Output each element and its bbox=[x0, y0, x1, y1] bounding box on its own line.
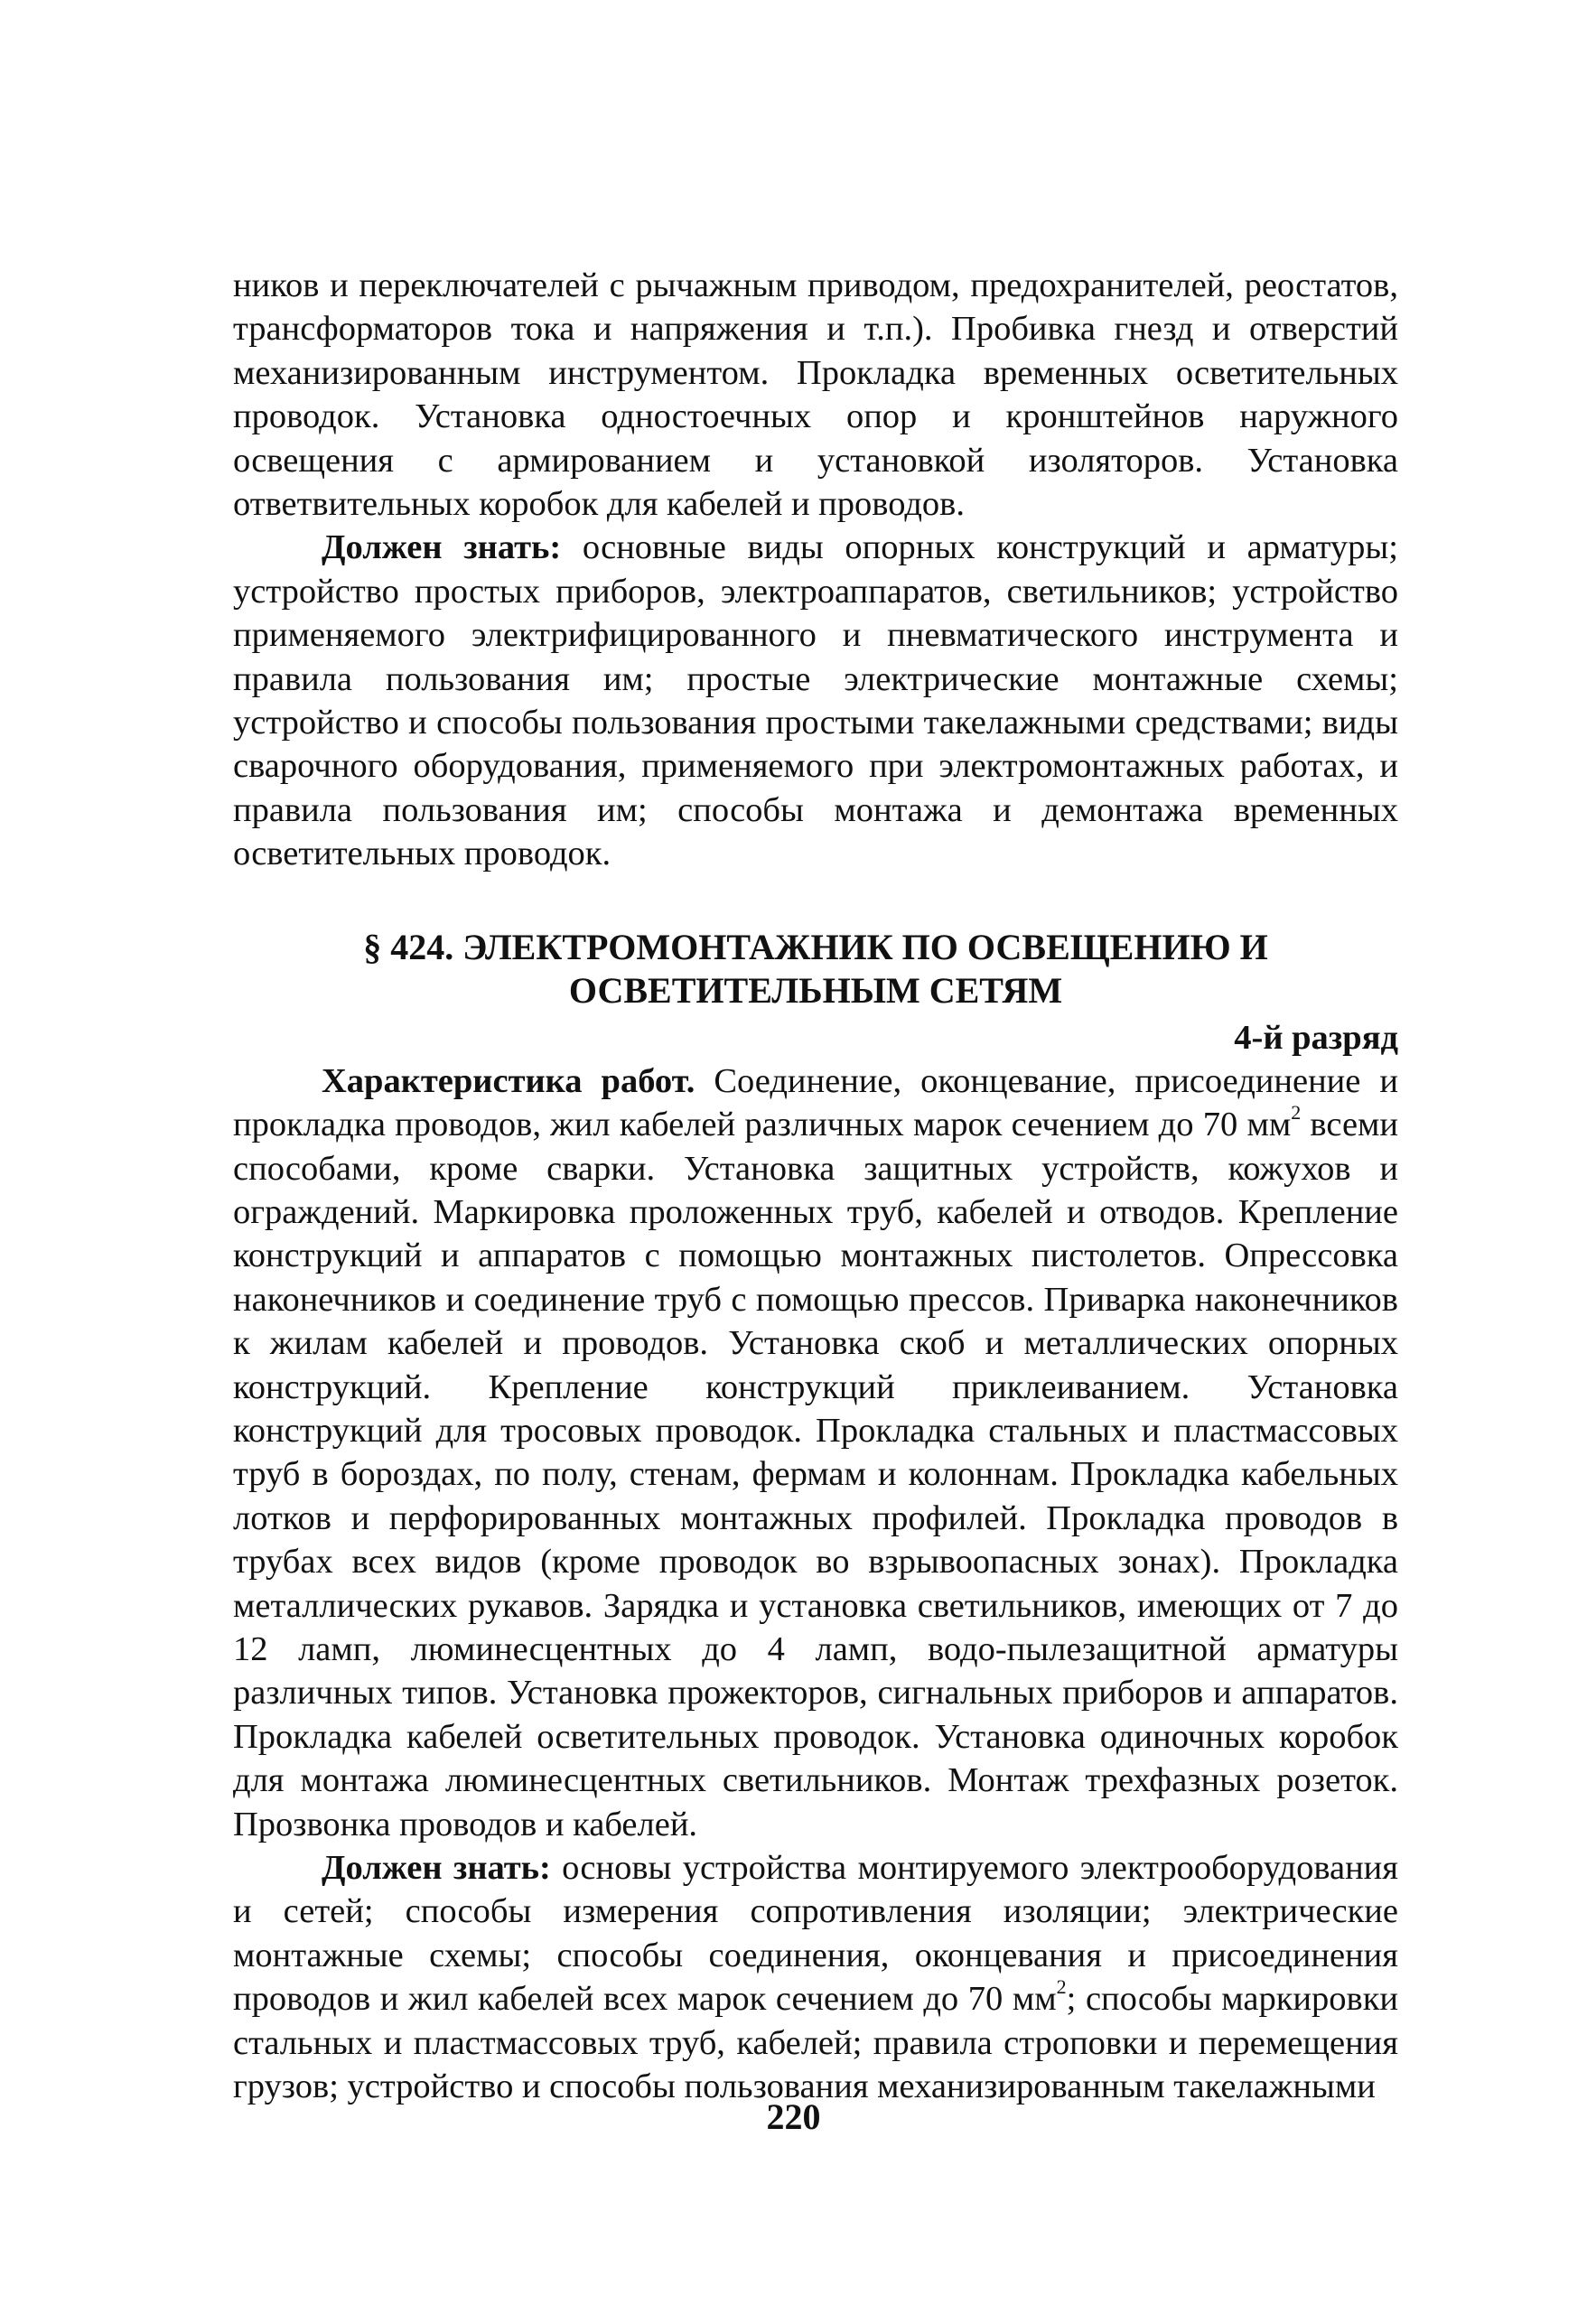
page-body bbox=[233, 264, 1398, 2108]
paragraph-continuation bbox=[233, 264, 1398, 526]
paragraph-lead: Должен знать: bbox=[322, 528, 562, 567]
paragraph-lead: Характеристика работ. bbox=[322, 1061, 695, 1100]
grade-label: 4-й разряд bbox=[1234, 1018, 1398, 1057]
section-title bbox=[233, 926, 1398, 1013]
superscript: 2 bbox=[1056, 1975, 1067, 1999]
section-title-line-1: § 424. ЭЛЕКТРОМОНТАЖНИК ПО ОСВЕЩЕНИЮ И bbox=[363, 926, 1268, 967]
paragraph-lead: Должен знать: bbox=[322, 1849, 551, 1887]
paragraph-text: Соединение, оконцевание, присоединение и прокладка проводов, жил кабелей различных марок сечением до 70 мм bbox=[233, 1061, 1398, 1144]
paragraph-text: ; способы маркировки стальных и пластмассовых труб, кабелей; правила строповки и перемещения грузов; устройство и способы пользования механизированным такелажными bbox=[233, 1980, 1399, 2106]
paragraph-text: ников и переключателей с рычажным приводом, предохранителей, реостатов, трансформаторов тока и напряжения и т.п.). Пробивка гнезд и отверстий механизированным инструментом. Прокладка временных осветительных проводок. Установка одностоечных опор и кронштейнов наружного освещения с армированием и установкой изоляторов. Установка ответвительных коробок для кабелей и проводов. bbox=[233, 266, 1398, 524]
paragraph-text: основы устройства монтируемого электрооборудования и сетей; способы измерения сопротивления изоляции; электрические монтажные схемы; способы соединения, оконцевания и присоединения проводов и жил кабелей всех марок сечением до 70 мм bbox=[233, 1849, 1398, 2019]
superscript: 2 bbox=[1291, 1101, 1302, 1125]
page-number: 220 bbox=[766, 2096, 821, 2137]
paragraph-requirements bbox=[233, 1846, 1398, 2108]
paragraph-text: основные виды опорных конструкций и арматуры; устройство простых приборов, электроаппаратов, светильников; устройство применяемого электрифицированного и пневматического инструмента и правила пользования им; простые электрические монтажные схемы; устройство и способы пользования простыми такелажными средствами; виды сварочного оборудования, применяемого при электромонтажных работах, и правила пользования им; способы монтажа и демонтажа временных осветительных проводок. bbox=[233, 528, 1398, 873]
paragraph-requirements bbox=[233, 526, 1398, 875]
paragraph-work-description bbox=[233, 1059, 1398, 1846]
paragraph-text: всеми способами, кроме сварки. Установка защитных устройств, кожухов и ограждений. Маркировка проложенных труб, кабелей и отводов. Крепление конструкций и аппаратов с помощью монтажных пистолетов. Опрессовка наконечников и соединение труб с помощью прессов. Приварка наконечников к жилам кабелей и проводов. Установка скоб и металлических опорных конструкций. Крепление конструкций приклеиванием. Установка конструкций для тросовых проводок. Прокладка стальных и пластмассовых труб в бороздах, по полу, стенам, фермам и колоннам. Прокладка кабельных лотков и перфорированных монтажных профилей. Прокладка проводов в трубах всех видов (кроме проводок во взрывоопасных зонах). Прокладка металлических рукавов. Зарядка и установка светильников, имеющих от 7 до 12 ламп, люминесцентных до 4 ламп, водо-пылезащитной арматуры различных типов. Установка прожекторов, сигнальных приборов и аппаратов. Прокладка кабелей осветительных проводок. Установка одиночных коробок для монтажа люминесцентных светильников. Монтаж трехфазных розеток. Прозвонка проводов и кабелей. bbox=[233, 1106, 1399, 1843]
section-title-line-2: ОСВЕТИТЕЛЬНЫМ СЕТЯМ bbox=[568, 969, 1063, 1011]
